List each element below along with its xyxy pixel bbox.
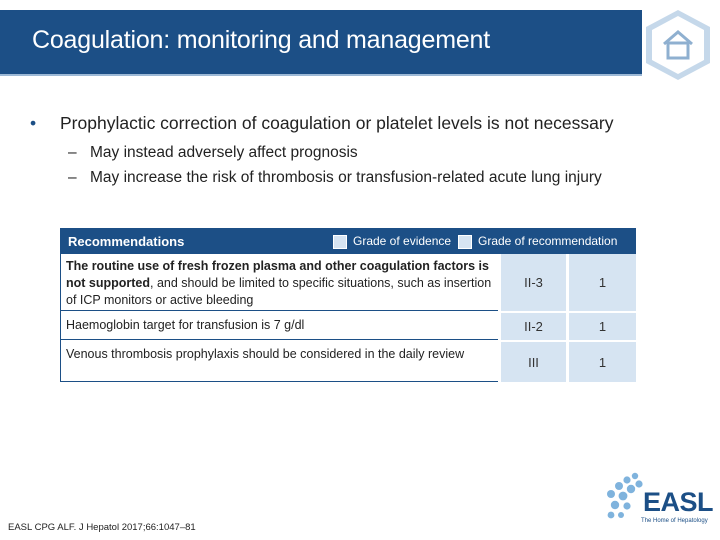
table-header <box>60 228 636 254</box>
bullet-marker: • <box>30 113 37 133</box>
easl-logo-dots-icon <box>603 470 647 522</box>
sub-bullet-marker: – <box>68 144 77 161</box>
table-header-title: Recommendations <box>68 234 185 249</box>
grade-of-evidence: II-3 <box>501 254 566 313</box>
sub-bullet-item <box>68 140 700 165</box>
legend-evidence: Grade of evidence <box>353 234 452 248</box>
slide-title: Coagulation: monitoring and management <box>32 26 490 54</box>
legend-swatch-evidence <box>333 235 347 249</box>
recommendation-text-rest: , and should be limited to specific situations, such as insertion of ICP monitors or active bleeding <box>66 276 492 307</box>
easl-logo-tagline: The Home of Hepatology <box>641 518 708 524</box>
sub-bullet-marker: – <box>68 169 77 186</box>
table-row <box>60 313 636 340</box>
sub-bullet-text: May instead adversely affect prognosis <box>90 144 358 161</box>
bullet-item <box>30 112 700 134</box>
grade-of-recommendation: 1 <box>569 254 636 313</box>
legend-swatch-recommendation <box>458 235 472 249</box>
grade-of-recommendation: 1 <box>569 342 636 384</box>
recommendation-text <box>60 254 498 311</box>
table-row <box>60 342 636 382</box>
bullet-list <box>30 112 700 190</box>
citation: EASL CPG ALF. J Hepatol 2017;66:1047–81 <box>8 522 196 533</box>
home-icon[interactable] <box>643 8 713 82</box>
legend-recommendation: Grade of recommendation <box>478 234 618 248</box>
recommendation-text: Venous thrombosis prophylaxis should be considered in the daily review <box>60 342 498 382</box>
sub-bullet-item <box>68 165 700 190</box>
sub-bullet-list <box>30 140 700 190</box>
sub-bullet-text: May increase the risk of thrombosis or transfusion-related acute lung injury <box>90 169 602 186</box>
grade-of-evidence: II-2 <box>501 313 566 342</box>
bullet-text: Prophylactic correction of coagulation or platelet levels is not necessary <box>60 113 614 133</box>
grade-of-recommendation: 1 <box>569 313 636 342</box>
title-bar <box>0 10 642 76</box>
table-row <box>60 254 636 311</box>
recommendation-text: Haemoglobin target for transfusion is 7 g/dl <box>60 313 498 340</box>
easl-logo <box>603 470 713 530</box>
table-left-border <box>60 228 61 382</box>
recommendation-text-bold: The routine use of fresh frozen plasma and other coagulation factors is not supported <box>66 259 489 290</box>
grade-of-evidence: III <box>501 342 566 384</box>
easl-logo-wordmark: EASL <box>643 487 714 517</box>
